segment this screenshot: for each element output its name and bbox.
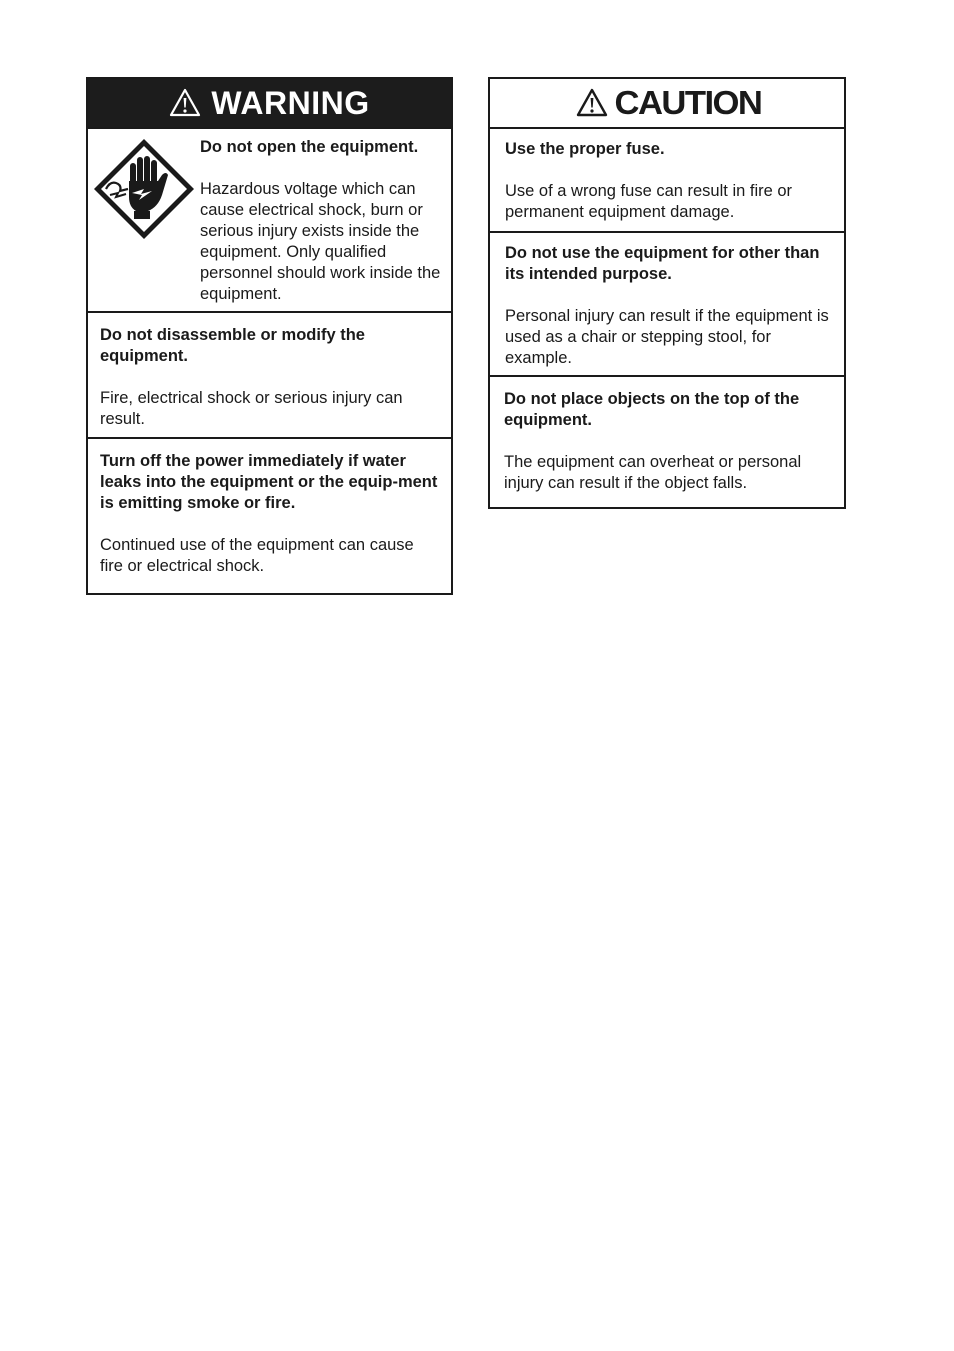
warning-section-power-off [88, 439, 451, 593]
warning-section-title: Turn off the power immediately if water leaks into the equipment or the equip-ment is emitting smoke or fire. [100, 452, 438, 512]
caution-section-body: Personal injury can result if the equipment is used as a chair or stepping stool, for example. [505, 307, 829, 367]
warning-section-disassemble [88, 313, 451, 439]
caution-triangle-icon [576, 88, 608, 118]
caution-section-fuse [490, 129, 844, 233]
warning-panel [86, 77, 453, 595]
warning-triangle-icon [169, 88, 201, 118]
warning-section-body: Hazardous voltage which can cause electrical shock, burn or serious injury exists inside the equipment. Only qualified personnel should work inside the equipment. [200, 180, 441, 303]
warning-section-title: Do not open the equipment. [200, 138, 419, 156]
warning-section-body: Fire, electrical shock or serious injury can result. [100, 389, 403, 428]
caution-header [490, 79, 844, 129]
caution-section-title: Do not place objects on the top of the equipment. [504, 390, 800, 429]
caution-section-objects [490, 377, 844, 509]
warning-header [88, 79, 451, 129]
warning-section-title: Do not disassemble or modify the equipment. [100, 326, 365, 365]
electric-shock-hand-icon [92, 137, 196, 241]
warning-section-body: Continued use of the equipment can cause fire or electrical shock. [100, 536, 414, 575]
caution-section-body: Use of a wrong fuse can result in fire or permanent equipment damage. [505, 182, 793, 221]
caution-title: CAUTION [614, 84, 762, 121]
caution-section-title: Use the proper fuse. [505, 140, 665, 158]
warning-title: WARNING [211, 84, 370, 121]
warning-section-open [88, 129, 451, 313]
caution-section-body: The equipment can overheat or personal injury can result if the object falls. [504, 453, 802, 492]
caution-panel [488, 77, 846, 509]
caution-section-title: Do not use the equipment for other than its intended purpose. [505, 244, 820, 283]
caution-section-purpose [490, 233, 844, 377]
